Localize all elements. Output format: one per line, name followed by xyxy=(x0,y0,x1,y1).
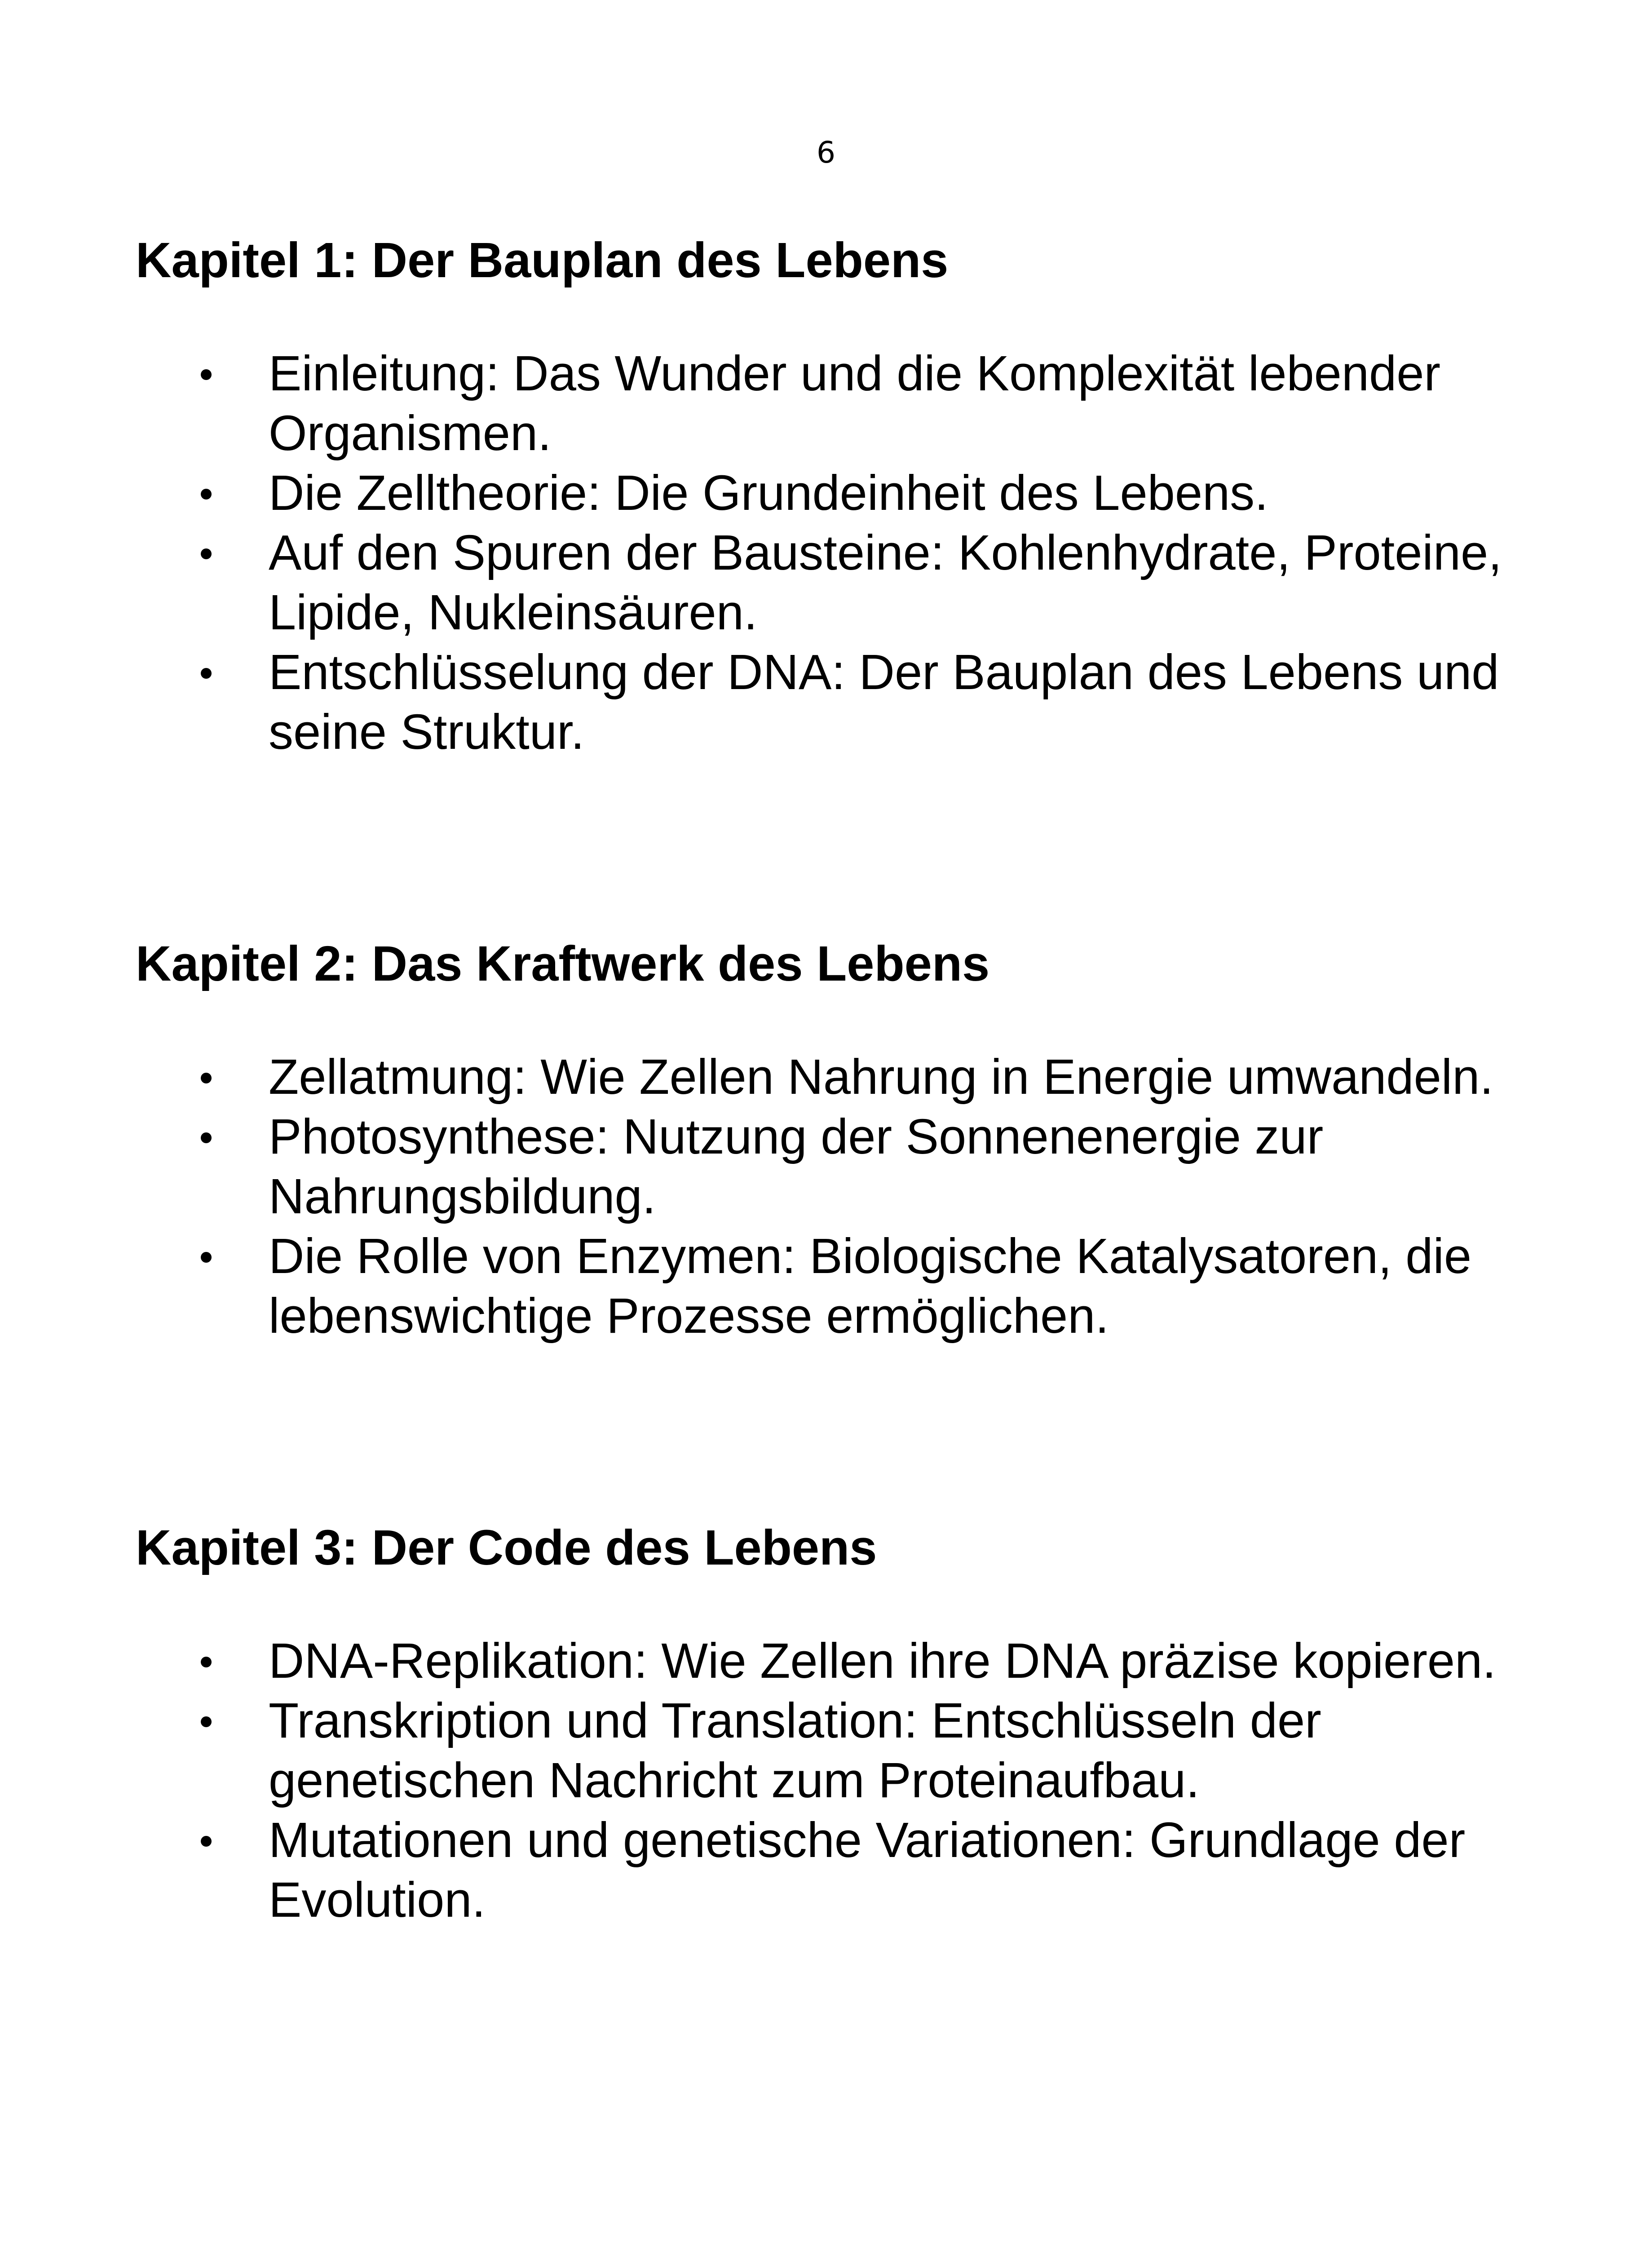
chapter-topic-list xyxy=(136,344,1555,762)
chapter-title: Kapitel 2: Das Kraftwerk des Lebens xyxy=(136,936,990,991)
list-item xyxy=(136,1631,1555,1691)
list-item xyxy=(136,463,1555,523)
bullet-icon xyxy=(201,1657,212,1667)
chapter-title: Kapitel 3: Der Code des Lebens xyxy=(136,1520,877,1575)
list-item xyxy=(136,1107,1555,1226)
bullet-icon xyxy=(201,1132,212,1143)
bullet-icon xyxy=(201,668,212,679)
chapter-topic-list xyxy=(136,1047,1555,1346)
bullet-icon xyxy=(201,369,212,380)
list-item xyxy=(136,523,1555,642)
list-item-text: Die Rolle von Enzymen: Biologische Katalysatoren, die lebenswichtige Prozesse ermöglichen. xyxy=(269,1229,1472,1344)
list-item xyxy=(136,1810,1555,1930)
list-item xyxy=(136,1226,1555,1346)
list-item xyxy=(136,1691,1555,1810)
chapter-3 xyxy=(136,1512,1555,1930)
bullet-icon xyxy=(201,1836,212,1847)
chapter-topic-list xyxy=(136,1631,1555,1930)
list-item-text: Photosynthese: Nutzung der Sonnenenergie zur Nahrungsbildung. xyxy=(269,1109,1324,1224)
list-item-text: Einleitung: Das Wunder und die Komplexität lebender Organismen. xyxy=(269,346,1441,461)
page-number: 6 xyxy=(817,135,835,170)
list-item xyxy=(136,1047,1555,1107)
list-item-text: DNA-Replikation: Wie Zellen ihre DNA präzise kopieren. xyxy=(269,1633,1496,1689)
table-of-contents xyxy=(136,225,1555,1930)
bullet-icon xyxy=(201,1252,212,1263)
list-item-text: Mutationen und genetische Variationen: Grundlage der Evolution. xyxy=(269,1813,1466,1928)
bullet-icon xyxy=(201,1716,212,1727)
bullet-icon xyxy=(201,1073,212,1083)
bullet-icon xyxy=(201,548,212,559)
chapter-2 xyxy=(136,928,1555,1346)
bullet-icon xyxy=(201,489,212,500)
list-item xyxy=(136,344,1555,463)
list-item xyxy=(136,642,1555,762)
list-item-text: Die Zelltheorie: Die Grundeinheit des Lebens. xyxy=(269,465,1268,521)
list-item-text: Entschlüsselung der DNA: Der Bauplan des Lebens und seine Struktur. xyxy=(269,645,1499,760)
list-item-text: Transkription und Translation: Entschlüsseln der genetischen Nachricht zum Proteinaufbau. xyxy=(269,1693,1321,1808)
chapter-1 xyxy=(136,225,1555,762)
list-item-text: Zellatmung: Wie Zellen Nahrung in Energie umwandeln. xyxy=(269,1049,1493,1105)
list-item-text: Auf den Spuren der Bausteine: Kohlenhydrate, Proteine, Lipide, Nukleinsäuren. xyxy=(269,525,1502,640)
chapter-title: Kapitel 1: Der Bauplan des Lebens xyxy=(136,233,949,288)
